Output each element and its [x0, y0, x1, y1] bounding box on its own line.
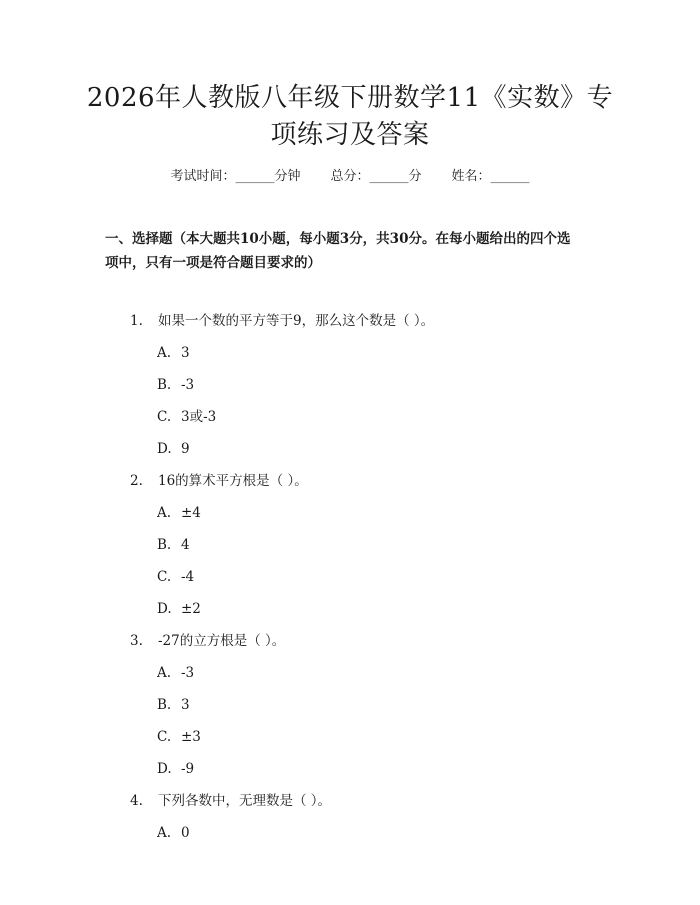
- option-text: ±4: [181, 505, 201, 521]
- answer-option: [157, 375, 194, 395]
- option-text: 9: [181, 441, 190, 457]
- option-text: 3: [181, 345, 190, 361]
- option-letter: C.: [157, 729, 172, 745]
- question-stem: [130, 311, 434, 331]
- answer-option: [157, 407, 216, 427]
- option-letter: B.: [157, 537, 172, 553]
- answer-option: [157, 439, 190, 459]
- option-text: -3: [181, 665, 195, 681]
- option-text: 3或-3: [181, 409, 217, 425]
- answer-option: [157, 599, 201, 619]
- question-text: 如果一个数的平方等于9，那么这个数是（ ）。: [158, 313, 435, 329]
- option-text: 0: [181, 825, 190, 841]
- question-stem: [130, 631, 285, 651]
- option-text: -4: [181, 569, 195, 585]
- option-text: -9: [181, 761, 195, 777]
- option-letter: A.: [157, 505, 172, 521]
- answer-option: [157, 663, 194, 683]
- question-stem: [130, 791, 331, 811]
- section-heading: [105, 227, 625, 275]
- option-text: -3: [181, 377, 195, 393]
- option-letter: D.: [157, 441, 172, 457]
- option-letter: A.: [157, 665, 172, 681]
- option-letter: C.: [157, 409, 172, 425]
- answer-option: [157, 535, 190, 555]
- answer-option: [157, 727, 201, 747]
- student-name-field: 姓名：______: [451, 169, 530, 184]
- option-letter: C.: [157, 569, 172, 585]
- option-text: ±2: [181, 601, 201, 617]
- question-number: 2.: [130, 473, 143, 489]
- answer-option: [157, 823, 190, 843]
- option-text: 4: [181, 537, 190, 553]
- option-letter: A.: [157, 345, 172, 361]
- answer-option: [157, 343, 190, 363]
- answer-option: [157, 567, 194, 587]
- question-text: -27的立方根是（ ）。: [158, 633, 286, 649]
- answer-option: [157, 759, 194, 779]
- question-number: 4.: [130, 793, 143, 809]
- answer-option: [157, 695, 190, 715]
- question-stem: [130, 471, 308, 491]
- question-number: 3.: [130, 633, 143, 649]
- option-letter: D.: [157, 601, 172, 617]
- total-score-field: 总分：______分: [330, 169, 422, 184]
- exam-meta-row: [0, 167, 700, 187]
- section-heading-line-2: 项中，只有一项是符合题目要求的）: [105, 255, 321, 271]
- question-number: 1.: [130, 313, 143, 329]
- document-title-line-2: 项练习及答案: [270, 120, 430, 150]
- option-text: ±3: [181, 729, 201, 745]
- option-text: 3: [181, 697, 190, 713]
- exam-time-field: 考试时间：______分钟: [170, 169, 301, 184]
- option-letter: B.: [157, 697, 172, 713]
- answer-option: [157, 503, 201, 523]
- section-heading-line-1: 一、选择题（本大题共10小题，每小题3分，共30分。在每小题给出的四个选: [105, 231, 571, 247]
- question-text: 下列各数中，无理数是（ ）。: [158, 793, 332, 809]
- document-title-line-1: 2026年人教版八年级下册数学11《实数》专: [86, 83, 614, 113]
- option-letter: B.: [157, 377, 172, 393]
- option-letter: A.: [157, 825, 172, 841]
- question-text: 16的算术平方根是（ ）。: [158, 473, 308, 489]
- option-letter: D.: [157, 761, 172, 777]
